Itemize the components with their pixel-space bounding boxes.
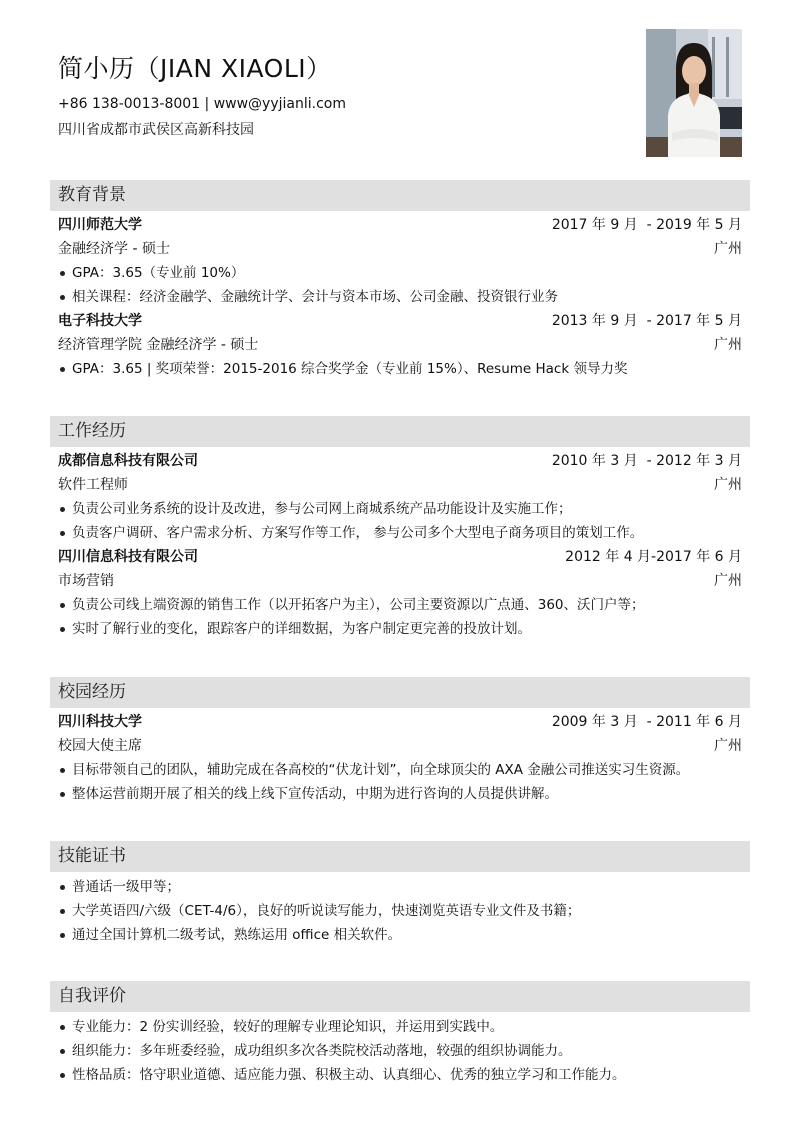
position-title: 校园大使主席: [58, 738, 142, 754]
city: 广州: [714, 573, 742, 589]
bullet-icon: [58, 1039, 72, 1063]
company-name: 成都信息科技有限公司: [58, 453, 198, 469]
list-item: GPA：3.65 | 奖项荣誉：2015-2016 综合奖学金（专业前 15%）、Resume Hack 领导力奖: [58, 357, 742, 381]
date-range: 2012 年 4 月-2017 年 6 月: [565, 549, 742, 565]
address: 四川省成都市武侯区高新科技园: [58, 122, 254, 138]
skills-section: [50, 841, 750, 947]
bullet-icon: [58, 357, 72, 381]
list-item: 相关课程：经济金融学、金融统计学、会计与资本市场、公司金融、投资银行业务: [58, 285, 742, 309]
contact-info: +86 138-0013-8001 | www@yyjianli.com: [58, 96, 346, 112]
city: 广州: [714, 738, 742, 754]
list-item: 实时了解行业的变化，跟踪客户的详细数据，为客户制定更完善的投放计划。: [58, 617, 742, 641]
job-title: 软件工程师: [58, 477, 128, 493]
date-range: 2010 年 3 月 - 2012 年 3 月: [551, 453, 742, 469]
degree: 经济管理学院 金融经济学 - 硕士: [58, 337, 259, 353]
list-item: GPA：3.65（专业前 10%）: [58, 261, 742, 285]
school-name: 四川师范大学: [58, 217, 142, 233]
education-entry-header: [58, 213, 742, 237]
campus-entry-subheader: [58, 734, 742, 758]
bullet-icon: [58, 497, 72, 521]
work-entry-subheader: [58, 473, 742, 497]
list-item: 负责客户调研、客户需求分析、方案写作等工作， 参与公司多个大型电子商务项目的策划工作。: [58, 521, 742, 545]
education-entry-subheader: [58, 333, 742, 357]
bullet-icon: [58, 617, 72, 641]
list-item: 负责公司业务系统的设计及改进，参与公司网上商城系统产品功能设计及实施工作；: [58, 497, 742, 521]
list-item: 目标带领自己的团队，辅助完成在各高校的“伏龙计划”，向全球顶尖的 AXA 金融公司推送实习生资源。: [58, 758, 742, 782]
bullet-icon: [58, 1063, 72, 1087]
education-section: [50, 180, 750, 381]
list-item: 大学英语四/六级（CET-4/6），良好的听说读写能力，快速浏览英语专业文件及书籍；: [58, 899, 742, 923]
list-item: 通过全国计算机二级考试，熟练运用 office 相关软件。: [58, 923, 742, 947]
job-title: 市场营销: [58, 573, 114, 589]
section-title-self-evaluation: 自我评价: [50, 981, 750, 1012]
city: 广州: [714, 477, 742, 493]
bullet-icon: [58, 261, 72, 285]
education-entry-subheader: [58, 237, 742, 261]
work-entry-subheader: [58, 569, 742, 593]
company-name: 四川信息科技有限公司: [58, 549, 198, 565]
date-range: 2017 年 9 月 - 2019 年 5 月: [551, 217, 742, 233]
list-item: 负责公司线上端资源的销售工作（以开拓客户为主），公司主要资源以广点通、360、沃门户等；: [58, 593, 742, 617]
bullet-icon: [58, 521, 72, 545]
campus-section: [50, 677, 750, 806]
section-title-skills: 技能证书: [50, 841, 750, 872]
bullet-icon: [58, 1015, 72, 1039]
list-item: 性格品质：恪守职业道德、适应能力强、积极主动、认真细心、优秀的独立学习和工作能力。: [58, 1063, 742, 1087]
list-item: 整体运营前期开展了相关的线上线下宣传活动，中期为进行咨询的人员提供讲解。: [58, 782, 742, 806]
bullet-icon: [58, 875, 72, 899]
school-name: 四川科技大学: [58, 714, 142, 730]
city: 广州: [714, 337, 742, 353]
section-title-campus: 校园经历: [50, 677, 750, 708]
list-item: 普通话一级甲等；: [58, 875, 742, 899]
work-entry-header: [58, 449, 742, 473]
section-title-work: 工作经历: [50, 416, 750, 447]
school-name: 电子科技大学: [58, 313, 142, 329]
education-entry-header: [58, 309, 742, 333]
bullet-icon: [58, 782, 72, 806]
bullet-icon: [58, 899, 72, 923]
list-item: 组织能力：多年班委经验，成功组织多次各类院校活动落地，较强的组织协调能力。: [58, 1039, 742, 1063]
profile-photo: [646, 29, 742, 157]
date-range: 2009 年 3 月 - 2011 年 6 月: [551, 714, 742, 730]
degree: 金融经济学 - 硕士: [58, 241, 170, 257]
self-evaluation-section: [50, 981, 750, 1087]
work-entry-header: [58, 545, 742, 569]
bullet-icon: [58, 285, 72, 309]
portrait-image: [646, 29, 742, 157]
bullet-icon: [58, 923, 72, 947]
city: 广州: [714, 241, 742, 257]
candidate-name: 简小历（JIAN XIAOLI）: [58, 54, 332, 83]
section-title-education: 教育背景: [50, 180, 750, 211]
bullet-icon: [58, 758, 72, 782]
campus-entry-header: [58, 710, 742, 734]
work-section: [50, 416, 750, 641]
list-item: 专业能力：2 份实训经验，较好的理解专业理论知识，并运用到实践中。: [58, 1015, 742, 1039]
resume-header: [58, 52, 618, 140]
bullet-icon: [58, 593, 72, 617]
date-range: 2013 年 9 月 - 2017 年 5 月: [551, 313, 742, 329]
